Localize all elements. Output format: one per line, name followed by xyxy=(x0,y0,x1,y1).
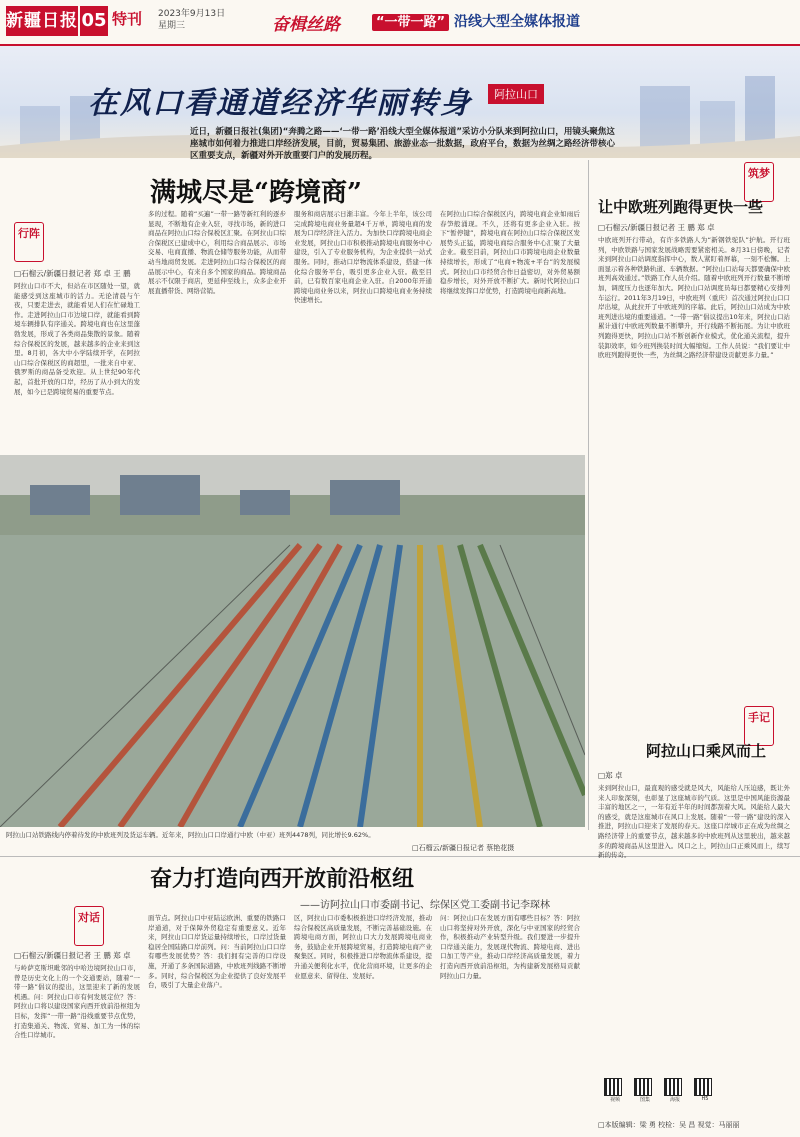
article1-stamp: 行阵 xyxy=(14,222,44,262)
qr-icon xyxy=(694,1078,712,1096)
newspaper-brand: 新疆日报 xyxy=(6,6,78,36)
page-editor-footer: □本版编辑：梁 勇 校检：吴 昌 视觉：马丽丽 xyxy=(598,1121,740,1129)
article4-body: 来到阿拉山口，最直观的感受就是风大，风能给人压迫感，既让外来人印象深刻，也彰显了这座城市的气质。这里是中国风能资源最丰富的地区之一，一年有近半年的时间都刮着大风。风能给人最大的感受，就是这座城市在风口上发展。随着“一带一路”建设的深入推进，阿拉山口迎来了发展的春天。这座口岸城市正在成为丝绸之路经济带上的重要节点，越来越多的中欧班列从这里驶出，越来越多的跨境商品从这里进入。风口之上，阿拉山口正乘风而上，续写新的传奇。 xyxy=(598,784,790,860)
article4-stamp: 手记 xyxy=(744,706,774,746)
photo-caption: 阿拉山口站铁路线内停着待发的中欧班列及货运车辆。近年来，阿拉山口口岸通行中欧（中亚）班列4478列，同比增长9.62%。 xyxy=(6,831,375,839)
article1-byline: □石榴云/新疆日报记者 郑 卓 王 鹏 xyxy=(14,269,131,278)
article1-col4: 在阿拉山口综合保税区内，跨境电商企业如雨后春笋般涌现。不久，还将有更多企业入驻。按下“暂停键”，跨境电商在阿拉山口综合保税区发展势头正猛，跨境电商综合服务中心汇聚了大量企业。截至目前，阿拉山口市跨境电商企业数量持续增长，形成了“电商+物流+平台”的发展模式。阿拉山口市经贸合作日益密切，对外贸易额稳步增长，对外开放不断扩大。新时代阿拉山口将继续发挥口岸优势，打造跨境电商新高地。 xyxy=(440,210,580,295)
qr-label: 海报 xyxy=(669,1097,680,1103)
article4-byline: □郑 卓 xyxy=(598,771,623,780)
qr-icon xyxy=(634,1078,652,1096)
rail-yard-photo xyxy=(0,455,585,827)
weekday-text: 星期三 xyxy=(158,21,186,31)
banner-intro: 近日，新疆日报社(集团)“奔腾之路——‘一带一路’沿线大型全媒体报道”采访小分队来到阿拉山口，用镜头聚焦这座城市如何着力推进口岸经济发展，目前，贸易集团、旅游业态一批数据，政府平台，数据为丝绸之路经济带核心区重要支点，新疆对外开放重要门户的发展历程。 xyxy=(190,127,616,161)
main-headline: 在风口看通道经济华丽转身 xyxy=(88,86,472,121)
series-title xyxy=(372,11,580,31)
article3-col3: 区，阿拉山口市委积极推进口岸经济发展，推动综合保税区高质量发展，不断完善基础设施。在跨境电商方面，阿拉山口大力发展跨境电商业务，鼓励企业开展跨境贸易，打造跨境电商产业聚集区。同时，积极推进口岸物流体系建设，提升通关便利化水平，优化营商环境，让更多的企业愿意来、留得住、发展好。 xyxy=(294,914,432,980)
article3-col1: 与岭萨克斯坦毗邻的中哈边境阿拉山口市，曾是历史文化上的一个交通要站，随着“一带一路”倡议的提出，这里迎来了新的发展机遇。问：阿拉山口市有何发展定位？答：阿拉山口将以建设国家向西开放前沿枢纽为目标，发挥“一带一路”沿线重要节点优势，打造集通关、物流、贸易、加工为一体的综合性口岸城市。 xyxy=(14,964,140,1040)
location-tag: 阿拉山口 xyxy=(488,84,544,104)
article1-col2: 多的过程。随着“买遍”一带一路等新红利的逐步显现，不断地有企业入驻，寻找市场，新的进口商品在阿拉山口综合保税区汇聚。在阿拉山口综合保税区已建成中心，利用综合商品展示、市场交易、电商直播、物流仓储等服务功能，从而带动当地商贸发展。走进阿拉山口综合保税区的商品展示中心，有来自多个国家的商品。跨境商品展示不仅限于商店，更延伸至线上，众多企业开展直播带货、网络营销。 xyxy=(148,210,286,295)
article3-byline: □石榴云/新疆日报记者 王 鹏 郑 卓 xyxy=(14,951,131,960)
qr-label: 视频 xyxy=(609,1097,620,1103)
article4-title: 阿拉山口乘风而上 xyxy=(646,742,767,760)
qr-icon xyxy=(604,1078,622,1096)
date-text: 2023年9月13日 xyxy=(158,9,226,19)
qr-code-4[interactable] xyxy=(694,1078,716,1102)
series-slogan: 奋楫丝路 xyxy=(272,15,340,35)
article1-col1: 阿拉山口市不大，但站在市区随处一望，就能感受到这座城市的活力。无论清晨与午夜，只要走进去，就能看见人们在忙碌地工作。走进阿拉山口市边境口岸，就能看到跨境车辆排队有序通关。跨境电商也在这里蓬勃发展，形成了各类商品集散的景象。随着综合保税区的发展，越来越多的企业来到这里。8月初，各大中小学陆续开学，在阿拉山口综合保税区的商超里，一批来自中亚、俄罗斯的商品备受欢迎。从上世纪90年代起，首批开放的口岸，经历了从小到大的发展，如今已是跨境贸易的重要节点。 xyxy=(14,282,140,396)
issue-date xyxy=(158,8,225,32)
article3-col2: 面节点。阿拉山口中亚陆运欧洲、重要的铁路口岸通道，对于保障外贸稳定有重要意义。近年来，阿拉山口口岸货运量持续增长，口岸过货量稳居全国陆路口岸前列。问：当前阿拉山口口岸有哪些发展优势？答：我们拥有完善的口岸设施，开通了多条国际道路，中欧班列线路不断增多。同时，综合保税区为企业提供了良好发展平台，吸引了大量企业落户。 xyxy=(148,914,286,990)
qr-code-3[interactable] xyxy=(664,1078,686,1103)
column-divider xyxy=(588,160,589,830)
qr-icon xyxy=(664,1078,682,1096)
article3-subtitle: ——访阿拉山口市委副书记、综保区党工委副书记李琛林 xyxy=(300,900,550,911)
article2-byline: □石榴云/新疆日报记者 王 鹏 郑 卓 xyxy=(598,223,715,232)
article2-stamp: 筑梦 xyxy=(744,162,774,202)
page-number: 05 xyxy=(80,6,108,36)
page-name: 特刊 xyxy=(112,10,143,28)
qr-code-1[interactable] xyxy=(604,1078,626,1103)
article3-title: 奋力打造向西开放前沿枢纽 xyxy=(150,866,415,892)
article2-title: 让中欧班列跑得更快一些 xyxy=(598,198,764,216)
article3-col4: 问：阿拉山口在发展方面有哪些目标？答：阿拉山口将坚持对外开放，深化与中亚国家的经贸合作，积极推动产业转型升级。我们要进一步提升口岸通关能力，发展现代物流、跨境电商、进出口加工等产业，推动口岸经济高质量发展，着力打造向西开放前沿枢纽，为构建新发展格局贡献阿拉山口力量。 xyxy=(440,914,580,980)
article1-title: 满城尽是“跨境商” xyxy=(150,178,362,208)
photo-credit: □石榴云/新疆日报记者 蔡艳花摄 xyxy=(412,844,515,852)
article2-body: 中欧班列开行带动，有许多铁路人为“新钢铁驼队”护航。开行班列，中欧铁路与国家发展战略需要紧密相关。8月31日傍晚，记者来到阿拉山口站调度指挥中心，数人紧盯着屏幕，一刻不松懈。上面显示着各种铁路轨道、车辆数据。“阿拉山口站每天都要确保中欧班列高效通过。”铁路工作人员介绍。随着中欧班列开行数量不断增加，调度压力也逐年加大。阿拉山口站调度员每日都要精心安排列车运行。2011年3月19日，中欧班列（重庆）首次通过阿拉山口口岸出境，从此拉开了中欧班列的序幕。此后，阿拉山口站成为中欧班列进出境的重要通道。“一带一路”倡议提出10年来，阿拉山口站累计通行中欧班列数量不断攀升，开行线路不断拓展。为让中欧班列跑得更快，阿拉山口站不断创新作业模式，优化通关流程，提升装卸效率，如今班列换装时间大幅缩短。工作人员说：“我们要让中欧班列跑得更快一些，为丝绸之路经济带建设贡献更多力量。” xyxy=(598,236,790,360)
qr-label: H5 xyxy=(701,1096,709,1102)
series-prefix: “一带一路” xyxy=(372,14,449,31)
article1-col3: 服务和商店展示日渐丰富。今年上半年，该公司完成跨境电商业务量超4千万单，跨境电商的发展为口岸经济注入活力。为加快口岸跨境电商企业发展，阿拉山口市积极推动跨境电商服务中心建设，引入了专业服务机构，为企业提供一站式服务。同时，推动口岸物流体系建设，搭建一体化综合服务平台，吸引更多企业入驻。截至目前，已有数百家电商企业入驻。自2000年开通跨境电商业务以来，阿拉山口跨境电商业务持续快速增长。 xyxy=(294,210,432,305)
qr-code-2[interactable] xyxy=(634,1078,656,1103)
article3-stamp: 对话 xyxy=(74,906,104,946)
qr-label: 图集 xyxy=(639,1097,650,1103)
series-title-text: 沿线大型全媒体报道 xyxy=(453,14,580,30)
